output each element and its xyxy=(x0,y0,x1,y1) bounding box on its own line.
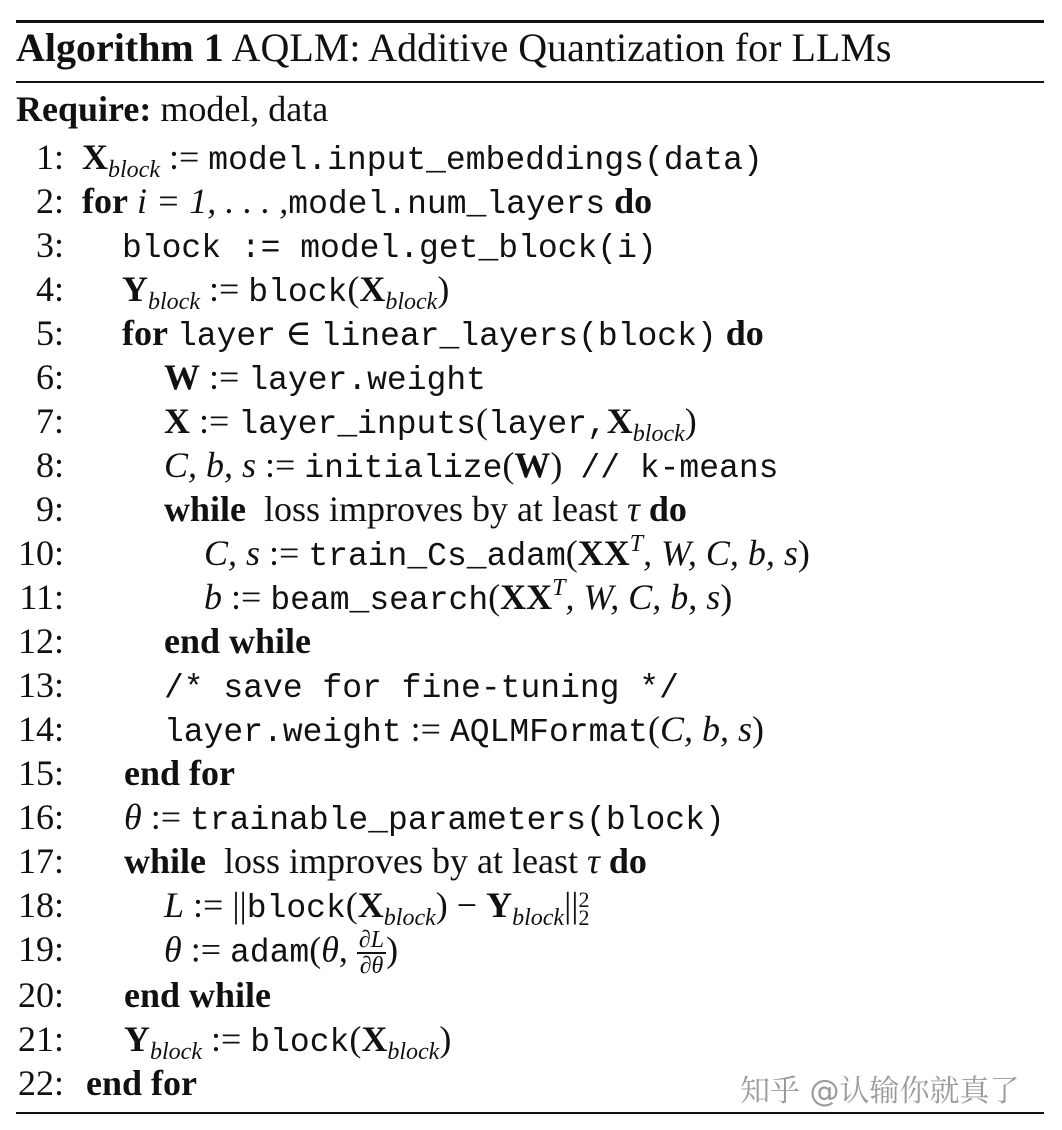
code-call: trainable_parameters(block) xyxy=(190,802,725,839)
var-l: L xyxy=(164,885,185,925)
keyword-do: do xyxy=(725,313,764,353)
code-call: layer_inputs xyxy=(238,406,476,443)
var-tau: τ xyxy=(626,489,640,529)
code-call: linear_layers(block) xyxy=(320,318,717,355)
assign-op: := xyxy=(150,797,181,837)
code-call: layer.weight xyxy=(248,362,486,399)
assign-op: := xyxy=(269,533,300,573)
line-number: 8: xyxy=(35,445,64,485)
algo-line-12 xyxy=(0,620,1062,664)
keyword-while: while xyxy=(164,489,247,529)
code-args: C, b, s xyxy=(660,709,753,749)
line-number: 12: xyxy=(17,621,64,661)
title-rule xyxy=(16,81,1044,83)
line-number: 20: xyxy=(17,975,64,1015)
subscript: block xyxy=(387,1039,440,1065)
code-call: beam_search xyxy=(270,582,489,619)
code-call: adam xyxy=(230,934,310,972)
var-x: X xyxy=(357,885,384,925)
line-number: 17: xyxy=(17,841,64,881)
code-call: block := model.get_block(i) xyxy=(122,230,657,267)
keyword-end-while: end while xyxy=(124,975,272,1015)
var-x: X xyxy=(526,577,553,617)
assign-op: := xyxy=(208,269,240,309)
var-theta: θ xyxy=(124,797,142,837)
var-x: X xyxy=(603,533,630,573)
algo-line-19: 19: θ := adam(θ, $\frac{\partial L}{\partial\theta}$ ) xyxy=(0,928,1062,980)
line-number: 1: xyxy=(35,137,64,177)
algo-line-3 xyxy=(0,224,1062,268)
code-comment: /* save for fine-tuning */ xyxy=(164,670,679,707)
line-number: 21: xyxy=(17,1019,64,1059)
assign-op: := xyxy=(168,137,200,177)
line-number: 7: xyxy=(35,401,64,441)
keyword-while: while xyxy=(124,841,207,881)
code-call: model.input_embeddings(data) xyxy=(208,142,763,179)
require-text: model, data xyxy=(160,89,329,129)
code-var: layer xyxy=(176,318,276,355)
subscript: block xyxy=(632,421,685,447)
code-call: model.num_layers xyxy=(288,186,606,223)
line-number: 15: xyxy=(17,753,64,793)
line-number: 2: xyxy=(35,181,64,221)
line-number: 13: xyxy=(17,665,64,705)
watermark: 知乎 @认输你就真了 xyxy=(740,1074,1020,1109)
code-call: block xyxy=(248,274,348,311)
line-number: 14: xyxy=(17,709,64,749)
assign-op: := xyxy=(190,929,221,970)
subscript: block xyxy=(512,905,565,931)
algorithm-label: Algorithm 1 xyxy=(16,25,224,70)
var-x: X xyxy=(359,269,386,309)
var-x: X xyxy=(577,533,604,573)
fraction-numerator: ∂L xyxy=(358,927,385,953)
assign-op: := xyxy=(210,1019,242,1059)
algo-line-4: 4: $Y_{block}$ := $block(X_{block})$ xyxy=(0,268,1062,312)
subscript: block xyxy=(108,157,160,183)
var-x: X xyxy=(606,401,633,441)
line-number: 5: xyxy=(35,313,64,353)
keyword-do: do xyxy=(648,489,687,529)
line-number: 6: xyxy=(35,357,64,397)
superscript: T xyxy=(552,575,566,601)
keyword-end-for: end for xyxy=(86,1063,197,1103)
algorithm-title xyxy=(16,24,891,71)
subscript: block xyxy=(383,905,436,931)
in-op: ∈ xyxy=(285,313,312,353)
line-number: 11: xyxy=(19,577,64,617)
code-var: layer, xyxy=(487,406,607,443)
algo-line-8: 8: C, b, s := initialize(W) // k-means xyxy=(0,444,1062,488)
var-x: X xyxy=(500,577,527,617)
line-number: 18: xyxy=(17,885,64,925)
code-call: initialize xyxy=(304,450,503,487)
var-x: X xyxy=(82,137,108,177)
code-var: layer.weight xyxy=(164,714,402,751)
keyword-do: do xyxy=(614,181,653,221)
code-vars: C, s xyxy=(204,533,261,573)
loop-var: i = 1, . . . , xyxy=(136,181,289,221)
line-number: 19: xyxy=(17,929,64,969)
var-x: X xyxy=(164,401,190,441)
algo-line-20 xyxy=(0,974,1062,1018)
keyword-for: for xyxy=(82,181,128,221)
superscript: 2 xyxy=(578,886,590,912)
code-args: , W, C, b, s xyxy=(565,577,721,617)
subscript: block xyxy=(148,289,200,315)
code-call: train_Cs_adam xyxy=(308,538,566,575)
algo-line-17 xyxy=(0,840,1062,884)
var-tau: τ xyxy=(586,841,600,881)
minus-op: − xyxy=(456,885,478,925)
code-vars: C, b, s xyxy=(164,445,257,485)
code-call: block xyxy=(246,890,346,927)
superscript: T xyxy=(629,531,644,557)
keyword-end-while: end while xyxy=(164,621,312,661)
algo-line-1 xyxy=(0,136,1062,183)
algo-line-9 xyxy=(0,488,1062,532)
algo-line-5 xyxy=(0,312,1062,356)
line-number: 16: xyxy=(17,797,64,837)
var-y: Y xyxy=(122,269,148,309)
top-rule xyxy=(16,20,1044,23)
var-w: W xyxy=(164,357,200,397)
var-theta: θ xyxy=(321,929,339,970)
line-number: 3: xyxy=(35,225,64,265)
code-vars: b xyxy=(204,577,222,617)
algo-line-2 xyxy=(0,180,1062,224)
algo-line-7: 7: X := $layer\_inputs(layer,X_{block})$ xyxy=(0,400,1062,444)
algo-line-11: 11: b := $beam\_search(XX^T$, W, C, b, s) xyxy=(0,576,1062,620)
require-line xyxy=(16,88,328,130)
algo-line-13 xyxy=(0,664,1062,708)
var-theta: θ xyxy=(164,929,182,970)
algo-line-18: 18: L := $||block(X_{block}) - Y_{block}||$ 2 2 xyxy=(0,884,1062,928)
code-args: , W, C, b, s xyxy=(643,533,798,573)
algo-line-14: 14: layer.weight := AQLMFormat(C, b, s) xyxy=(0,708,1062,752)
fraction-denominator: ∂θ xyxy=(359,953,384,979)
line-number: 22: xyxy=(17,1063,64,1103)
var-x: X xyxy=(361,1019,388,1059)
keyword-do: do xyxy=(608,841,647,881)
assign-op: := xyxy=(199,401,230,441)
assign-op: := xyxy=(410,709,441,749)
assign-op: := xyxy=(193,885,224,925)
algo-line-6 xyxy=(0,356,1062,400)
require-label: Require: xyxy=(16,89,152,129)
algo-line-10: 10: C, s := $train\_Cs\_adam(XX^T$, W, C, b, s) xyxy=(0,532,1062,576)
assign-op: := xyxy=(231,577,262,617)
loop-condition: loss improves by at least xyxy=(264,489,618,529)
subscript: block xyxy=(150,1039,202,1065)
bottom-rule xyxy=(16,1112,1044,1114)
subscript: 2 xyxy=(578,904,590,930)
line-number: 4: xyxy=(35,269,64,309)
line-number: 10: xyxy=(17,533,64,573)
algo-line-21: 21: $Y_{block}$ := $block(X_{block})$ xyxy=(0,1018,1062,1062)
assign-op: := xyxy=(265,445,296,485)
code-comment: // k-means xyxy=(580,450,779,487)
algorithm-name: AQLM: Additive Quantization for LLMs xyxy=(231,25,892,70)
keyword-for: for xyxy=(122,313,168,353)
assign-op: := xyxy=(209,357,240,397)
var-y: Y xyxy=(486,885,513,925)
keyword-end-for: end for xyxy=(124,753,235,793)
var-w: W xyxy=(514,445,551,485)
algo-line-16 xyxy=(0,796,1062,840)
loop-condition: loss improves by at least xyxy=(224,841,578,881)
line-number: 9: xyxy=(35,489,64,529)
subscript: block xyxy=(385,289,438,315)
code-call: AQLMFormat xyxy=(449,714,648,751)
fraction xyxy=(357,928,386,978)
code-call: block xyxy=(250,1024,350,1061)
algo-line-15 xyxy=(0,752,1062,796)
var-y: Y xyxy=(124,1019,150,1059)
